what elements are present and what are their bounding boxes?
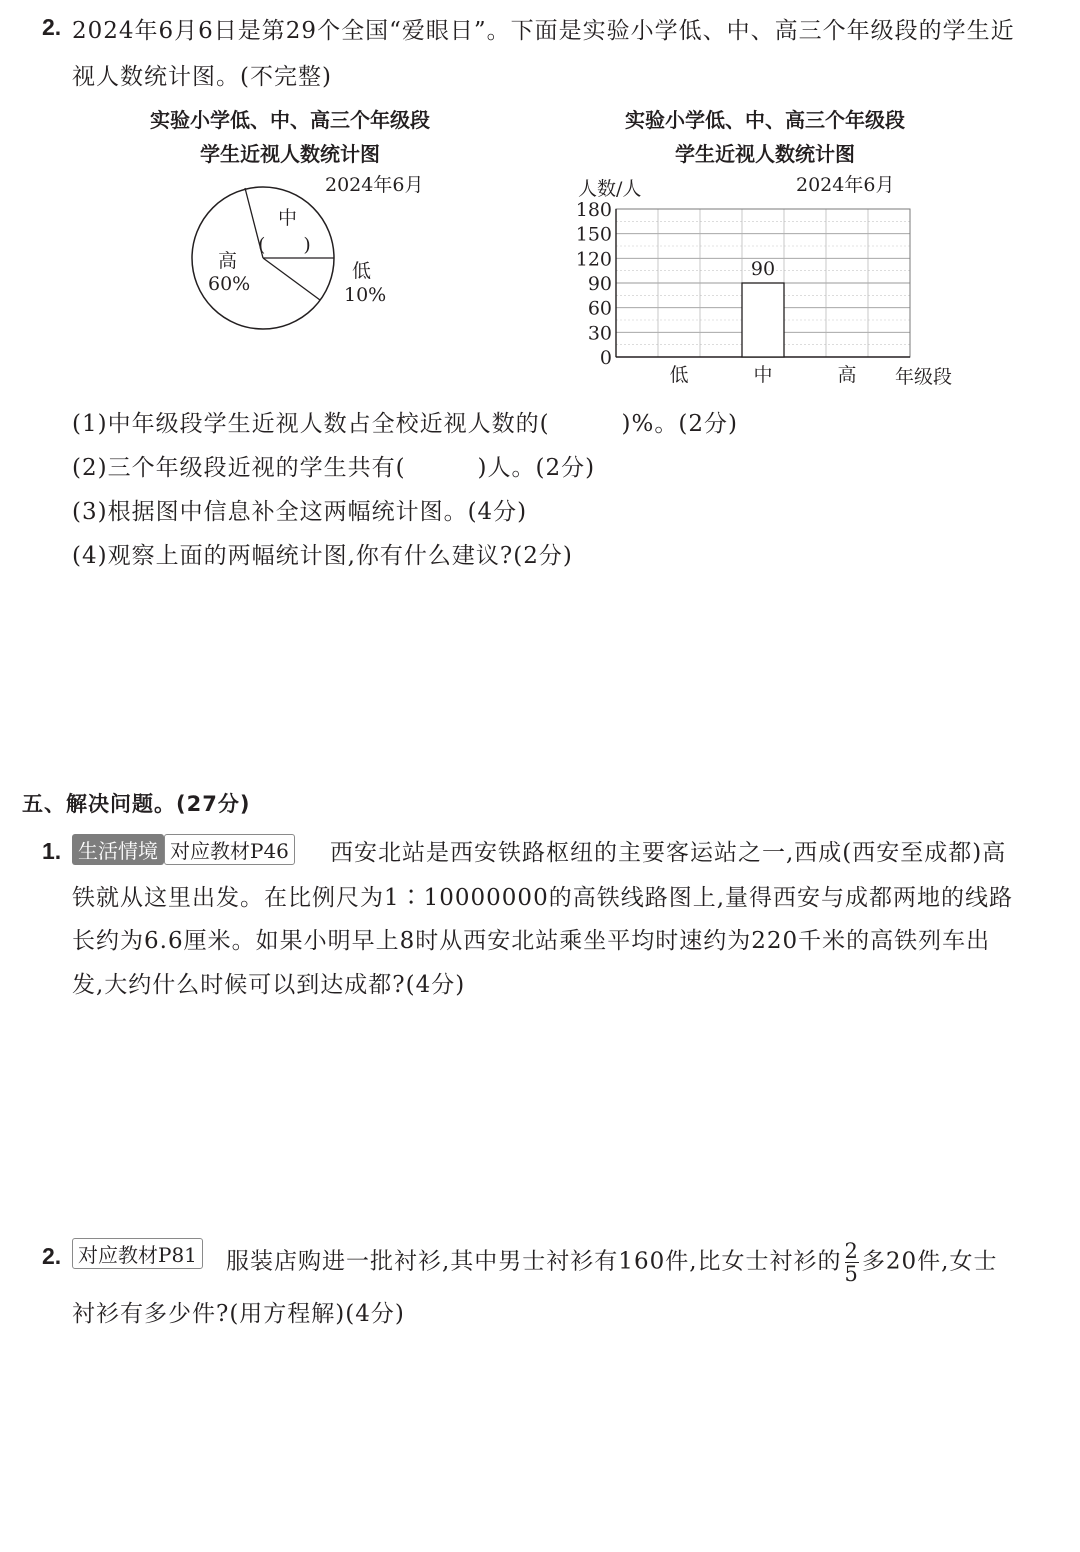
- problem-text-line: 铁就从这里出发。在比例尺为1∶10000000的高铁线路图上,量得西安与成都两地的线路: [72, 885, 1014, 911]
- y-tick-label: 30: [587, 322, 612, 345]
- pie-label-high-pct: 60%: [208, 273, 251, 295]
- y-tick-label: 120: [575, 248, 612, 271]
- textbook-ref-tag: 对应教材P46: [164, 834, 295, 865]
- y-tick-label: 0: [599, 347, 612, 369]
- x-tick-label: 低: [669, 364, 689, 386]
- bar-chart-title: 实验小学低、中、高三个年级段: [625, 108, 905, 132]
- question-text-line: 视人数统计图。(不完整): [72, 64, 332, 90]
- data-label: 90: [750, 258, 776, 280]
- y-tick-label: 60: [587, 297, 612, 320]
- question-number: 2.: [42, 14, 62, 40]
- y-tick-label: 150: [575, 223, 612, 246]
- problem-number: 1.: [42, 838, 62, 864]
- sub-question: (4)观察上面的两幅统计图,你有什么建议?(2分): [72, 543, 573, 569]
- sub-question: (2)三个年级段近视的学生共有( )人。(2分): [72, 455, 596, 481]
- pie-chart-title: 学生近视人数统计图: [200, 142, 380, 166]
- sub-question: (1)中年级段学生近视人数占全校近视人数的( )%。(2分): [72, 411, 738, 437]
- section-title: 五、解决问题。(27分): [22, 792, 251, 816]
- fraction: [845, 1240, 859, 1285]
- x-tick-label: 中: [753, 364, 773, 386]
- y-tick-label: 180: [575, 199, 612, 221]
- y-tick-label: 90: [587, 273, 612, 295]
- problem-text-line: 发,大约什么时候可以到达成都?(4分): [72, 972, 466, 998]
- pie-chart-date: 2024年6月: [325, 174, 424, 196]
- pie-chart-title: 实验小学低、中、高三个年级段: [150, 108, 430, 132]
- problem-text-line: 长约为6.6厘米。如果小明早上8时从西安北站乘坐平均时速约为220千米的高铁列车出: [72, 928, 991, 954]
- fraction-denominator: 5: [844, 1262, 859, 1286]
- pie-label-low-pct: 10%: [344, 284, 387, 306]
- problem-text-line: [226, 1240, 997, 1285]
- bar-chart-xlabel: 年级段: [895, 366, 953, 388]
- problem-text-line: 西安北站是西安铁路枢纽的主要客运站之一,西成(西安至成都)高: [330, 840, 1007, 866]
- fraction-numerator: 2: [844, 1239, 859, 1263]
- x-tick-label: 高: [837, 364, 857, 386]
- bar-chart-title: 学生近视人数统计图: [675, 142, 855, 166]
- bar: [742, 283, 784, 357]
- sub-question: (3)根据图中信息补全这两幅统计图。(4分): [72, 499, 528, 525]
- bar-chart-ylabel: 人数/人: [578, 178, 642, 200]
- problem-text-line: 衬衫有多少件?(用方程解)(4分): [72, 1301, 405, 1327]
- problem-tags: [72, 1238, 203, 1269]
- pie-label-mid: 中: [278, 207, 298, 229]
- pie-label-high: 高: [218, 250, 238, 272]
- context-tag: 生活情境: [72, 834, 164, 865]
- pie-label-mid-blank: ( ): [258, 234, 311, 256]
- pie-divider: [263, 258, 320, 300]
- bar-chart-date: 2024年6月: [796, 174, 895, 196]
- problem-tags: [72, 834, 295, 865]
- problem-number: 2.: [42, 1243, 62, 1269]
- problem-text-part: 多20件,女士: [861, 1248, 998, 1275]
- bar-chart: [560, 195, 940, 395]
- question-text-line: 2024年6月6日是第29个全国“爱眼日”。下面是实验小学低、中、高三个年级段的学生近: [72, 18, 1015, 44]
- pie-label-low: 低: [352, 260, 372, 282]
- textbook-ref-tag: 对应教材P81: [72, 1238, 203, 1269]
- problem-text-part: 服装店购进一批衬衫,其中男士衬衫有160件,比女士衬衫的: [226, 1248, 842, 1275]
